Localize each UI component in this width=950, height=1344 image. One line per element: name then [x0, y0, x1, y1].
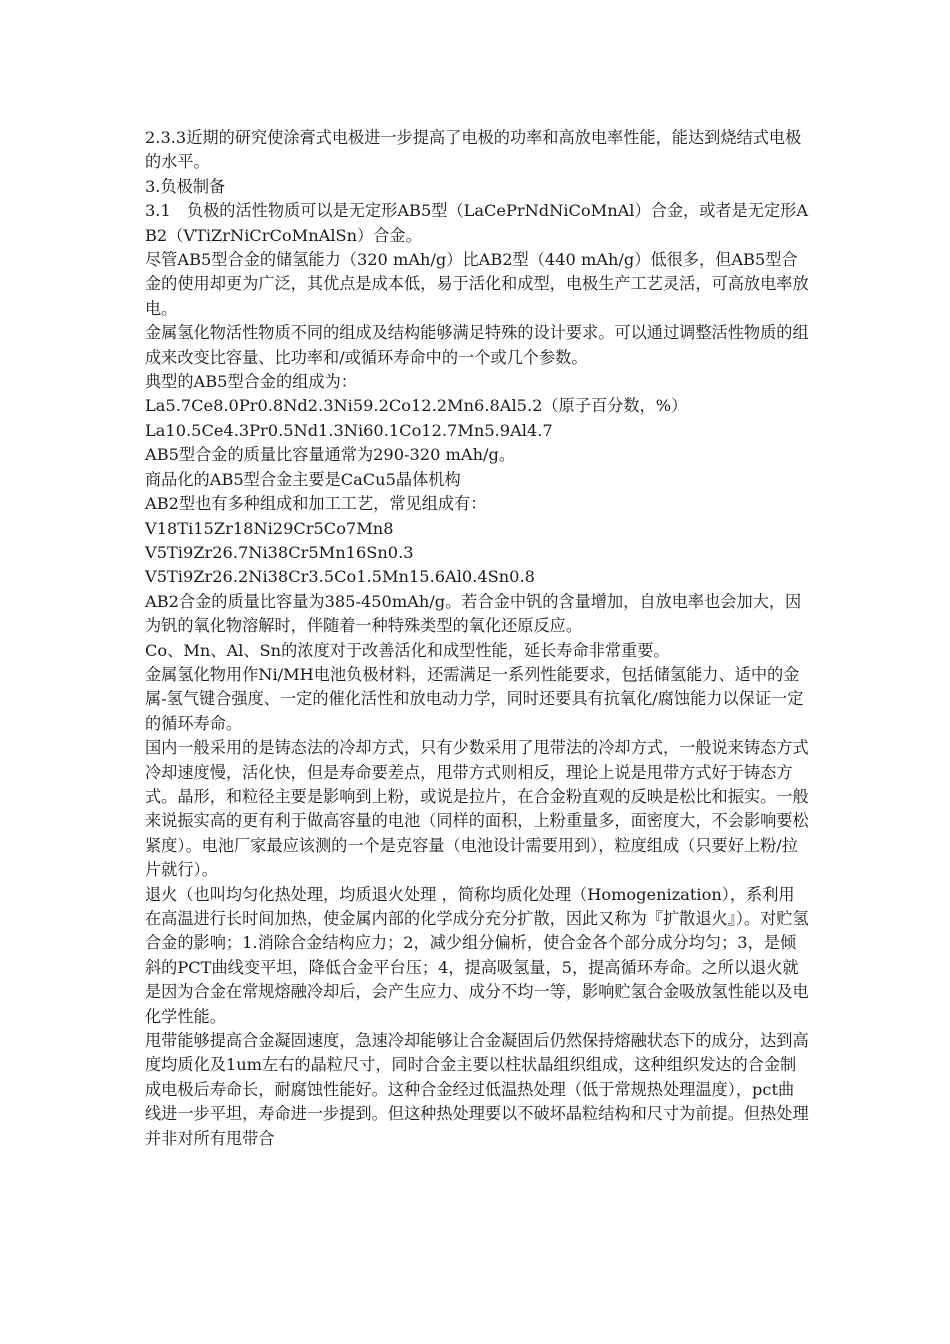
paragraph-melt-spinning: 甩带能够提高合金凝固速度，急速冷却能够让合金凝固后仍然保持熔融状态下的成分，达到高度均质化及1um左右的晶粒尺寸，同时合金主要以柱状晶组织组成，这种组织发达的合金制成电极后寿命长，耐腐蚀性能好。这种合金经过低温热处理（低于常规热处理温度），pct曲线进一步平坦，寿命进一步提到。但这种热处理要以不破坏晶粒结构和尺寸为前提。但热处理并非对所有甩带合	[145, 1031, 809, 1148]
paragraph-cooling-methods: 国内一般采用的是铸态法的冷却方式，只有少数采用了甩带法的冷却方式，一般说来铸态方式冷却速度慢，活化快，但是寿命要差点，甩带方式则相反，理论上说是甩带方式好于铸态方式。晶形，和粒径主要是影响到上粉，或说是拉片，在合金粉直观的反映是松比和振实。一般来说振实高的更有利于做高容量的电池（同样的面积，上粉重量多，面密度大，不会影响要松紧度）。电池厂家最应该测的一个是克容量（电池设计需要用到），粒度组成（只要好上粉/拉片就行）。	[145, 738, 809, 880]
paragraph-composition-design: 金属氢化物活性物质不同的组成及结构能够满足特殊的设计要求。可以通过调整活性物质的组成来改变比容量、比功率和/或循环寿命中的一个或几个参数。	[145, 323, 809, 367]
paragraph-ab5-crystal: 商品化的AB5型合金主要是CaCu5晶体机构	[145, 469, 461, 489]
paragraph-ab2-compositions: AB2型也有多种组成和加工工艺，常见组成有：	[145, 494, 487, 514]
formula-ab2-2: V5Ti9Zr26.7Ni38Cr5Mn16Sn0.3	[145, 542, 414, 562]
paragraph-ab5-vs-ab2: 尽管AB5型合金的储氢能力（320 mAh/g）比AB2型（440 mAh/g）低很多，但AB5型合金的使用却更为广泛，其优点是成本低，易于活化和成型，电极生产工艺灵活，可高放电率放电。	[145, 250, 809, 318]
paragraph-section-2-3-3: 2.3.3近期的研究使涂膏式电极进一步提高了电极的功率和高放电率性能，能达到烧结式电极的水平。	[145, 128, 802, 172]
document-body	[145, 126, 810, 1151]
formula-ab2-1: V18Ti15Zr18Ni29Cr5Co7Mn8	[145, 518, 394, 538]
paragraph-section-3-1: 3.1 负极的活性物质可以是无定形AB5型（LaCePrNdNiCoMnAl）合金，或者是无定形AB2（VTiZrNiCrCoMnAlSn）合金。	[145, 201, 809, 245]
paragraph-ab2-capacity: AB2合金的质量比容量为385-450mAh/g。若合金中钒的含量增加，自放电率也会加大，因为钒的氧化物溶解时，伴随着一种特殊类型的氧化还原反应。	[145, 591, 802, 636]
paragraph-typical-ab5: 典型的AB5型合金的组成为：	[145, 372, 357, 392]
formula-ab5-1: La5.7Ce8.0Pr0.8Nd2.3Ni59.2Co12.2Mn6.8Al5.2（原子百分数，%）	[145, 396, 688, 416]
formula-ab2-3: V5Ti9Zr26.2Ni38Cr3.5Co1.5Mn15.6Al0.4Sn0.8	[145, 567, 535, 587]
paragraph-element-concentration: Co、Mn、Al、Sn的浓度对于改善活化和成型性能，延长寿命非常重要。	[145, 640, 670, 660]
paragraph-annealing: 退火（也叫均匀化热处理，均质退火处理 ，简称均质化处理（Homogenization），系利用在高温进行长时间加热，使金属内部的化学成分充分扩散，因此又称为『扩散退火』）。对贮氢合金的影响；1.消除合金结构应力；2，减少组分偏析，使合金各个部分成分均匀；3，是倾斜的PCT曲线变平坦，降低合金平台压；4，提高吸氢量，5，提高循环寿命。之所以退火就是因为合金在常规熔融冷却后，会产生应力、成分不均一等，影响贮氢合金吸放氢性能以及电化学性能。	[145, 884, 809, 1026]
heading-negative-electrode: 3.负极制备	[145, 176, 226, 196]
formula-ab5-2: La10.5Ce4.3Pr0.5Nd1.3Ni60.1Co12.7Mn5.9Al4.7	[145, 420, 553, 440]
paragraph-hydride-requirements: 金属氢化物用作Ni/MH电池负极材料，还需满足一系列性能要求，包括储氢能力、适中的金属-氢气键合强度、一定的催化活性和放电动力学，同时还要具有抗氧化/腐蚀能力以保证一定的循环寿命。	[145, 664, 804, 733]
paragraph-ab5-capacity: AB5型合金的质量比容量通常为290-320 mAh/g。	[145, 445, 516, 465]
